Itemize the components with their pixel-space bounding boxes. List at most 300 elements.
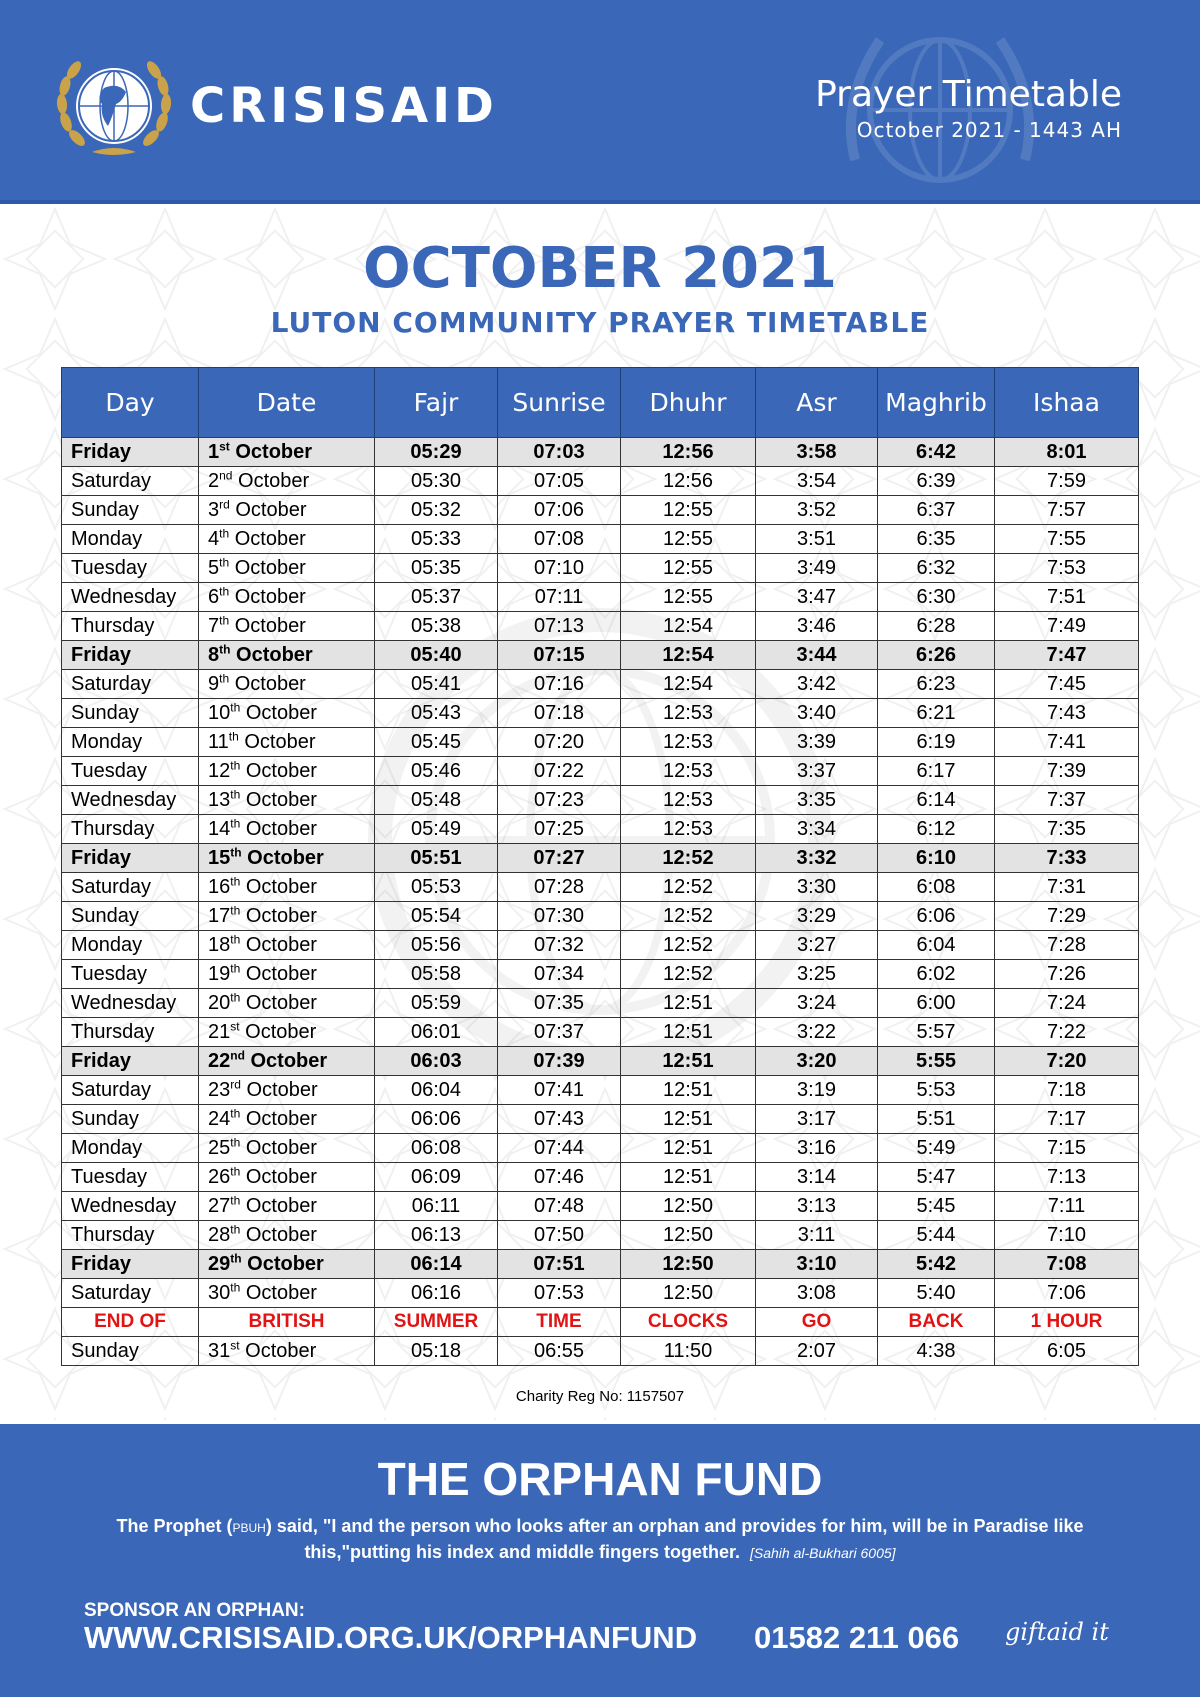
date-cell <box>199 496 375 525</box>
prayer-time-cell: 05:41 <box>375 670 498 699</box>
prayer-time-cell: 12:53 <box>621 757 756 786</box>
prayer-time-cell: 7:26 <box>995 960 1139 989</box>
prayer-time-cell: 3:17 <box>756 1105 878 1134</box>
footer-title: THE ORPHAN FUND <box>377 1453 823 1505</box>
prayer-time-cell: 6:42 <box>878 438 995 467</box>
prayer-time-cell: 3:16 <box>756 1134 878 1163</box>
date-suffix: st <box>230 1337 240 1352</box>
date-month: October <box>245 788 317 811</box>
prayer-time-cell: 6:06 <box>878 902 995 931</box>
date-number: 23 <box>208 1078 231 1101</box>
table-row <box>62 612 1139 641</box>
prayer-time-cell: 5:42 <box>878 1250 995 1279</box>
table-row <box>62 1279 1139 1308</box>
table-row <box>62 960 1139 989</box>
date-number: 31 <box>208 1339 231 1362</box>
prayer-time-cell: 3:24 <box>756 989 878 1018</box>
prayer-time-cell: 7:13 <box>995 1163 1139 1192</box>
table-row <box>62 1337 1139 1366</box>
date-cell <box>199 525 375 554</box>
date-month: October <box>245 1281 317 1304</box>
date-month: October <box>247 846 324 869</box>
prayer-time-cell: 6:00 <box>878 989 995 1018</box>
prayer-time-cell: 3:35 <box>756 786 878 815</box>
day-cell: Saturday <box>62 467 199 496</box>
prayer-time-cell: 05:46 <box>375 757 498 786</box>
notice-cell: TIME <box>498 1308 621 1337</box>
hadith-quote <box>0 1516 1200 1537</box>
date-cell <box>199 670 375 699</box>
date-number: 26 <box>208 1165 231 1188</box>
prayer-time-cell: 3:30 <box>756 873 878 902</box>
prayer-time-cell: 07:39 <box>498 1047 621 1076</box>
table-row <box>62 931 1139 960</box>
prayer-time-cell: 3:39 <box>756 728 878 757</box>
prayer-time-cell: 12:51 <box>621 1163 756 1192</box>
prayer-time-cell: 07:05 <box>498 467 621 496</box>
prayer-time-cell: 5:57 <box>878 1018 995 1047</box>
prayer-time-cell: 05:33 <box>375 525 498 554</box>
header-banner <box>0 0 1200 200</box>
column-header: Dhuhr <box>621 368 756 438</box>
date-number: 2 <box>208 469 220 492</box>
date-suffix: th <box>230 699 241 714</box>
prayer-time-cell: 07:03 <box>498 438 621 467</box>
prayer-time-cell: 05:48 <box>375 786 498 815</box>
day-cell: Friday <box>62 1047 199 1076</box>
prayer-time-cell: 3:29 <box>756 902 878 931</box>
date-month: October <box>245 701 317 724</box>
prayer-time-cell: 5:51 <box>878 1105 995 1134</box>
prayer-time-cell: 05:38 <box>375 612 498 641</box>
date-suffix: th <box>230 989 241 1004</box>
day-cell: Friday <box>62 844 199 873</box>
prayer-time-cell: 6:04 <box>878 931 995 960</box>
date-cell <box>199 699 375 728</box>
prayer-time-cell: 12:55 <box>621 496 756 525</box>
date-cell <box>199 786 375 815</box>
date-month: October <box>245 1165 317 1188</box>
pbuh-text: PBUH <box>232 1521 266 1535</box>
prayer-time-cell: 6:32 <box>878 554 995 583</box>
table-row <box>62 1134 1139 1163</box>
prayer-time-cell: 7:06 <box>995 1279 1139 1308</box>
date-cell <box>199 1076 375 1105</box>
prayer-time-cell: 6:28 <box>878 612 995 641</box>
date-suffix: th <box>230 1105 241 1120</box>
date-suffix: th <box>230 1250 242 1265</box>
prayer-time-cell: 07:43 <box>498 1105 621 1134</box>
clock-change-notice-row <box>62 1308 1139 1337</box>
prayer-time-cell: 07:51 <box>498 1250 621 1279</box>
table-row <box>62 525 1139 554</box>
prayer-time-cell: 12:51 <box>621 1076 756 1105</box>
table-row <box>62 873 1139 902</box>
prayer-time-cell: 3:51 <box>756 525 878 554</box>
day-cell: Monday <box>62 1134 199 1163</box>
prayer-time-cell: 6:21 <box>878 699 995 728</box>
column-header: Maghrib <box>878 368 995 438</box>
orphan-fund-link[interactable]: WWW.CRISISAID.ORG.UK/ORPHANFUND <box>84 1620 698 1655</box>
prayer-time-cell: 7:57 <box>995 496 1139 525</box>
prayer-time-cell: 6:08 <box>878 873 995 902</box>
table-row <box>62 641 1139 670</box>
prayer-time-cell: 3:47 <box>756 583 878 612</box>
date-number: 4 <box>208 527 220 550</box>
prayer-time-cell: 6:17 <box>878 757 995 786</box>
prayer-time-cell: 07:34 <box>498 960 621 989</box>
date-suffix: nd <box>219 467 233 482</box>
globe-laurel-icon <box>52 52 176 164</box>
date-month: October <box>245 759 317 782</box>
date-month: October <box>235 440 313 463</box>
prayer-time-cell: 3:27 <box>756 931 878 960</box>
prayer-time-cell: 12:53 <box>621 786 756 815</box>
table-row <box>62 699 1139 728</box>
prayer-time-cell: 06:01 <box>375 1018 498 1047</box>
date-suffix: st <box>230 1018 240 1033</box>
table-row <box>62 438 1139 467</box>
prayer-time-cell: 6:05 <box>995 1337 1139 1366</box>
date-month: October <box>245 1339 317 1362</box>
prayer-time-cell: 3:46 <box>756 612 878 641</box>
prayer-time-cell: 12:51 <box>621 1047 756 1076</box>
date-suffix: th <box>230 786 241 801</box>
date-suffix: nd <box>230 1047 245 1062</box>
day-cell: Tuesday <box>62 554 199 583</box>
header-title: Prayer Timetable <box>815 74 1122 115</box>
day-cell: Thursday <box>62 612 199 641</box>
day-cell: Saturday <box>62 873 199 902</box>
prayer-time-cell: 7:35 <box>995 815 1139 844</box>
table-row <box>62 902 1139 931</box>
prayer-time-cell: 05:37 <box>375 583 498 612</box>
date-month: October <box>234 614 306 637</box>
prayer-time-cell: 07:50 <box>498 1221 621 1250</box>
column-header: Day <box>62 368 199 438</box>
date-month: October <box>235 498 307 521</box>
prayer-time-cell: 3:22 <box>756 1018 878 1047</box>
prayer-time-cell: 7:20 <box>995 1047 1139 1076</box>
date-suffix: th <box>230 1192 241 1207</box>
day-cell: Saturday <box>62 1076 199 1105</box>
date-number: 27 <box>208 1194 231 1217</box>
prayer-time-cell: 06:04 <box>375 1076 498 1105</box>
prayer-time-cell: 05:18 <box>375 1337 498 1366</box>
date-suffix: th <box>230 960 241 975</box>
notice-cell: GO <box>756 1308 878 1337</box>
prayer-time-cell: 3:54 <box>756 467 878 496</box>
giftaid-logo: giftaid it <box>1005 1618 1109 1646</box>
prayer-time-cell: 07:15 <box>498 641 621 670</box>
prayer-time-cell: 05:49 <box>375 815 498 844</box>
table-row <box>62 670 1139 699</box>
prayer-time-cell: 4:38 <box>878 1337 995 1366</box>
prayer-time-cell: 3:25 <box>756 960 878 989</box>
date-number: 12 <box>208 759 231 782</box>
prayer-time-cell: 3:10 <box>756 1250 878 1279</box>
prayer-time-cell: 07:44 <box>498 1134 621 1163</box>
date-number: 16 <box>208 875 231 898</box>
date-suffix: th <box>219 612 230 627</box>
prayer-time-cell: 7:17 <box>995 1105 1139 1134</box>
date-month: October <box>245 933 317 956</box>
table-row <box>62 757 1139 786</box>
prayer-time-cell: 07:13 <box>498 612 621 641</box>
date-month: October <box>245 1223 317 1246</box>
prayer-time-cell: 8:01 <box>995 438 1139 467</box>
date-suffix: th <box>230 1163 241 1178</box>
table-row <box>62 844 1139 873</box>
date-number: 9 <box>208 672 220 695</box>
prayer-time-cell: 12:55 <box>621 583 756 612</box>
prayer-time-cell: 7:39 <box>995 757 1139 786</box>
notice-cell: BRITISH <box>199 1308 375 1337</box>
prayer-time-cell: 05:40 <box>375 641 498 670</box>
table-header-row <box>62 368 1139 438</box>
date-cell <box>199 467 375 496</box>
prayer-time-cell: 12:56 <box>621 467 756 496</box>
date-cell <box>199 1134 375 1163</box>
prayer-time-cell: 5:40 <box>878 1279 995 1308</box>
table-row <box>62 989 1139 1018</box>
prayer-time-cell: 3:49 <box>756 554 878 583</box>
table-row <box>62 1018 1139 1047</box>
prayer-time-cell: 6:19 <box>878 728 995 757</box>
day-cell: Monday <box>62 728 199 757</box>
prayer-time-cell: 06:03 <box>375 1047 498 1076</box>
date-cell <box>199 1018 375 1047</box>
prayer-time-cell: 06:09 <box>375 1163 498 1192</box>
quote-text: The Prophet ( <box>116 1516 233 1536</box>
prayer-time-cell: 12:53 <box>621 815 756 844</box>
date-cell <box>199 873 375 902</box>
prayer-time-cell: 7:31 <box>995 873 1139 902</box>
prayer-time-cell: 3:32 <box>756 844 878 873</box>
date-month: October <box>245 1107 317 1130</box>
prayer-time-cell: 07:22 <box>498 757 621 786</box>
prayer-time-cell: 6:14 <box>878 786 995 815</box>
date-number: 21 <box>208 1020 231 1043</box>
prayer-time-cell: 7:33 <box>995 844 1139 873</box>
prayer-time-cell: 06:08 <box>375 1134 498 1163</box>
prayer-time-cell: 5:44 <box>878 1221 995 1250</box>
date-suffix: th <box>230 1279 241 1294</box>
table-row <box>62 1047 1139 1076</box>
prayer-time-cell: 07:37 <box>498 1018 621 1047</box>
date-suffix: th <box>219 525 230 540</box>
prayer-time-cell: 7:53 <box>995 554 1139 583</box>
date-month: October <box>234 556 306 579</box>
day-cell: Thursday <box>62 1221 199 1250</box>
day-cell: Saturday <box>62 670 199 699</box>
prayer-time-cell: 06:06 <box>375 1105 498 1134</box>
prayer-time-cell: 5:47 <box>878 1163 995 1192</box>
date-month: October <box>245 904 317 927</box>
date-number: 18 <box>208 933 231 956</box>
prayer-time-cell: 12:55 <box>621 554 756 583</box>
date-month: October <box>244 730 316 753</box>
date-number: 8 <box>208 643 220 666</box>
date-suffix: th <box>228 728 239 743</box>
prayer-time-cell: 3:42 <box>756 670 878 699</box>
prayer-time-cell: 12:51 <box>621 1018 756 1047</box>
date-suffix: th <box>230 1221 241 1236</box>
date-cell <box>199 438 375 467</box>
prayer-time-cell: 7:41 <box>995 728 1139 757</box>
day-cell: Tuesday <box>62 757 199 786</box>
table-row <box>62 496 1139 525</box>
date-cell <box>199 1337 375 1366</box>
prayer-time-cell: 07:32 <box>498 931 621 960</box>
date-cell <box>199 554 375 583</box>
date-cell <box>199 728 375 757</box>
date-month: October <box>247 1252 324 1275</box>
day-cell: Monday <box>62 525 199 554</box>
date-cell <box>199 815 375 844</box>
prayer-time-cell: 7:47 <box>995 641 1139 670</box>
day-cell: Sunday <box>62 699 199 728</box>
prayer-time-cell: 05:59 <box>375 989 498 1018</box>
prayer-time-cell: 07:06 <box>498 496 621 525</box>
page-title: OCTOBER 2021 <box>363 236 837 301</box>
column-header: Date <box>199 368 375 438</box>
day-cell: Wednesday <box>62 583 199 612</box>
date-cell <box>199 1047 375 1076</box>
prayer-time-cell: 3:52 <box>756 496 878 525</box>
notice-cell: CLOCKS <box>621 1308 756 1337</box>
prayer-time-cell: 2:07 <box>756 1337 878 1366</box>
prayer-time-cell: 12:50 <box>621 1250 756 1279</box>
prayer-time-cell: 3:20 <box>756 1047 878 1076</box>
column-header: Ishaa <box>995 368 1139 438</box>
date-number: 28 <box>208 1223 231 1246</box>
prayer-time-cell: 05:56 <box>375 931 498 960</box>
day-cell: Sunday <box>62 1105 199 1134</box>
quote-text: this,"putting his index and middle fingers together. <box>304 1542 740 1562</box>
prayer-time-cell: 12:56 <box>621 438 756 467</box>
prayer-time-cell: 12:51 <box>621 989 756 1018</box>
brand-name: CRISISAID <box>190 78 498 134</box>
prayer-time-cell: 3:34 <box>756 815 878 844</box>
prayer-time-cell: 3:58 <box>756 438 878 467</box>
table-row <box>62 815 1139 844</box>
column-header: Sunrise <box>498 368 621 438</box>
table-row <box>62 554 1139 583</box>
prayer-time-cell: 6:26 <box>878 641 995 670</box>
prayer-time-cell: 7:59 <box>995 467 1139 496</box>
date-month: October <box>234 585 306 608</box>
notice-cell: SUMMER <box>375 1308 498 1337</box>
date-suffix: th <box>219 670 230 685</box>
prayer-time-cell: 05:51 <box>375 844 498 873</box>
date-suffix: th <box>219 641 231 656</box>
prayer-time-cell: 7:18 <box>995 1076 1139 1105</box>
date-cell <box>199 612 375 641</box>
prayer-time-cell: 7:43 <box>995 699 1139 728</box>
day-cell: Friday <box>62 641 199 670</box>
quote-text: ) said, "I and the person who looks after an orphan and provides for him, will be in Paradise like <box>265 1516 1084 1536</box>
day-cell: Tuesday <box>62 960 199 989</box>
day-cell: Saturday <box>62 1279 199 1308</box>
sponsor-label: SPONSOR AN ORPHAN: <box>84 1600 305 1621</box>
prayer-time-cell: 06:55 <box>498 1337 621 1366</box>
prayer-time-cell: 05:30 <box>375 467 498 496</box>
table-row <box>62 467 1139 496</box>
prayer-time-cell: 7:51 <box>995 583 1139 612</box>
date-number: 17 <box>208 904 231 927</box>
prayer-time-cell: 07:16 <box>498 670 621 699</box>
charity-reg: Charity Reg No: 1157507 <box>515 1388 685 1405</box>
date-month: October <box>238 469 310 492</box>
prayer-time-cell: 6:39 <box>878 467 995 496</box>
prayer-time-cell: 7:45 <box>995 670 1139 699</box>
prayer-time-cell: 5:53 <box>878 1076 995 1105</box>
day-cell: Wednesday <box>62 1192 199 1221</box>
date-cell <box>199 1163 375 1192</box>
date-cell <box>199 1279 375 1308</box>
date-cell <box>199 1192 375 1221</box>
prayer-time-cell: 12:53 <box>621 699 756 728</box>
prayer-time-cell: 05:32 <box>375 496 498 525</box>
prayer-time-cell: 7:10 <box>995 1221 1139 1250</box>
date-cell <box>199 1105 375 1134</box>
prayer-time-cell: 12:50 <box>621 1279 756 1308</box>
prayer-time-cell: 12:52 <box>621 960 756 989</box>
prayer-time-cell: 3:13 <box>756 1192 878 1221</box>
prayer-time-cell: 07:41 <box>498 1076 621 1105</box>
day-cell: Sunday <box>62 1337 199 1366</box>
day-cell: Tuesday <box>62 1163 199 1192</box>
date-number: 13 <box>208 788 231 811</box>
prayer-time-cell: 3:37 <box>756 757 878 786</box>
prayer-time-cell: 06:13 <box>375 1221 498 1250</box>
date-number: 7 <box>208 614 220 637</box>
date-cell <box>199 757 375 786</box>
date-month: October <box>236 643 313 666</box>
prayer-time-cell: 05:53 <box>375 873 498 902</box>
date-suffix: st <box>219 438 230 453</box>
table-row <box>62 1192 1139 1221</box>
table-row <box>62 1076 1139 1105</box>
prayer-time-cell: 7:49 <box>995 612 1139 641</box>
prayer-time-cell: 07:23 <box>498 786 621 815</box>
phone-number: 01582 211 066 <box>754 1620 960 1655</box>
prayer-time-cell: 7:55 <box>995 525 1139 554</box>
prayer-time-cell: 7:08 <box>995 1250 1139 1279</box>
prayer-time-cell: 07:10 <box>498 554 621 583</box>
date-number: 10 <box>208 701 231 724</box>
prayer-time-cell: 07:30 <box>498 902 621 931</box>
day-cell: Sunday <box>62 902 199 931</box>
prayer-time-cell: 6:37 <box>878 496 995 525</box>
date-suffix: th <box>230 873 241 888</box>
date-number: 22 <box>208 1049 231 1072</box>
date-number: 11 <box>208 730 229 753</box>
header-subtitle: October 2021 - 1443 AH <box>856 118 1122 142</box>
date-cell <box>199 641 375 670</box>
date-suffix: th <box>230 844 242 859</box>
prayer-time-cell: 6:10 <box>878 844 995 873</box>
date-suffix: rd <box>230 1076 241 1091</box>
prayer-time-cell: 05:58 <box>375 960 498 989</box>
day-cell: Thursday <box>62 815 199 844</box>
prayer-time-cell: 3:40 <box>756 699 878 728</box>
prayer-time-cell: 12:54 <box>621 641 756 670</box>
date-cell <box>199 1250 375 1279</box>
prayer-time-cell: 05:54 <box>375 902 498 931</box>
day-cell: Sunday <box>62 496 199 525</box>
